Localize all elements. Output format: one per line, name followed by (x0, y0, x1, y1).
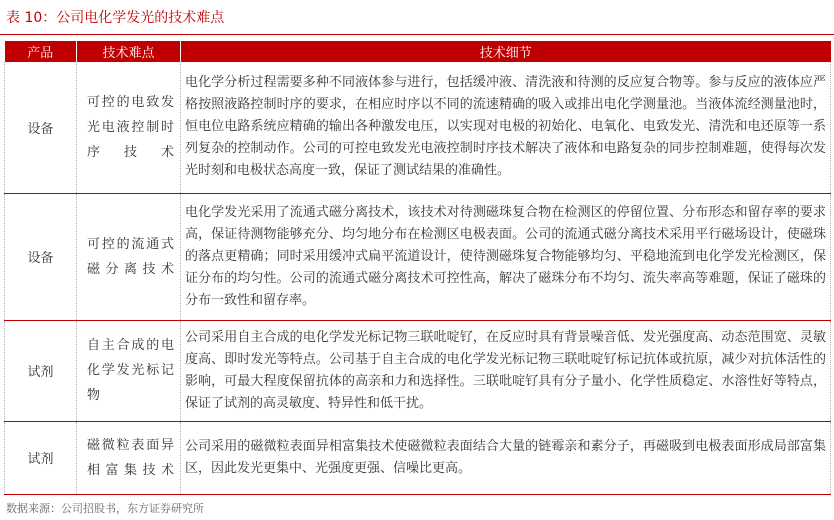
cell-product: 设备 (5, 193, 77, 320)
cell-detail: 公司采用的磁微粒表面异相富集技术使磁微粒表面结合大量的链霉亲和素分子，再磁吸到电极表面形成局部富集区，因此发光更集中、光强度更强、信噪比更高。 (181, 421, 831, 494)
cell-product: 试剂 (5, 320, 77, 421)
cell-difficulty: 磁微粒表面异相富集技术 (77, 421, 181, 494)
table-row (5, 62, 831, 193)
cell-detail: 电化学发光采用了流通式磁分离技术，该技术对待测磁珠复合物在检测区的停留位置、分布形态和留存率的要求高，保证待测物能够充分、均匀地分布在检测区电极表面。公司的流通式磁分离技术采用平行磁场设计，使磁珠的落点更精确；同时采用缓冲式扁平流道设计，使待测磁珠复合物能够均匀、平稳地流到电化学发光检测区，保证分布的均匀性。公司的流通式磁分离技术可控性高，解决了磁珠分布不均匀、流失率高等难题，保证了磁珠的分布一致性和留存率。 (181, 193, 831, 320)
source-note: 数据来源：公司招股书，东方证券研究所 (6, 502, 204, 515)
cell-difficulty: 可控的流通式磁分离技术 (77, 193, 181, 320)
table-row (5, 320, 831, 421)
cell-product: 试剂 (5, 421, 77, 494)
table-row (5, 193, 831, 320)
table-header-row (5, 41, 831, 62)
title-divider (0, 34, 834, 35)
cell-product: 设备 (5, 62, 77, 193)
cell-difficulty: 可控的电致发光电液控制时序技术 (77, 62, 181, 193)
cell-difficulty: 自主合成的电化学发光标记物 (77, 320, 181, 421)
tech-difficulty-table (4, 41, 831, 495)
header-product: 产品 (5, 41, 77, 62)
cell-detail: 公司采用自主合成的电化学发光标记物三联吡啶钌，在反应时具有背景噪音低、发光强度高、动态范围宽、灵敏度高、即时发光等特点。公司基于自主合成的电化学发光标记物三联吡啶钌标记抗体或抗原，减少对抗体活性的影响，可最大程度保留抗体的高亲和力和选择性。三联吡啶钌具有分子量小、化学性质稳定、水溶性好等特点，保证了试剂的高灵敏度、特异性和低干扰。 (181, 320, 831, 421)
cell-detail: 电化学分析过程需要多种不同液体参与进行，包括缓冲液、清洗液和待测的反应复合物等。参与反应的液体应严格按照液路控制时序的要求，在相应时序以不同的流速精确的吸入或排出电化学测量池。当液体流经测量池时，恒电位电路系统应精确的输出各种激发电压，以实现对电极的初始化、电氧化、电致发光、清洗和电还原等一系列复杂的控制动作。公司的可控电致发光电液控制时序技术解决了液体和电路复杂的同步控制难题，使得每次发光时刻和电极状态高度一致，保证了测试结果的准确性。 (181, 62, 831, 193)
table-title: 表 10：公司电化学发光的技术难点 (6, 10, 225, 26)
header-difficulty: 技术难点 (77, 41, 181, 62)
table-row (5, 421, 831, 494)
header-detail: 技术细节 (181, 41, 831, 62)
